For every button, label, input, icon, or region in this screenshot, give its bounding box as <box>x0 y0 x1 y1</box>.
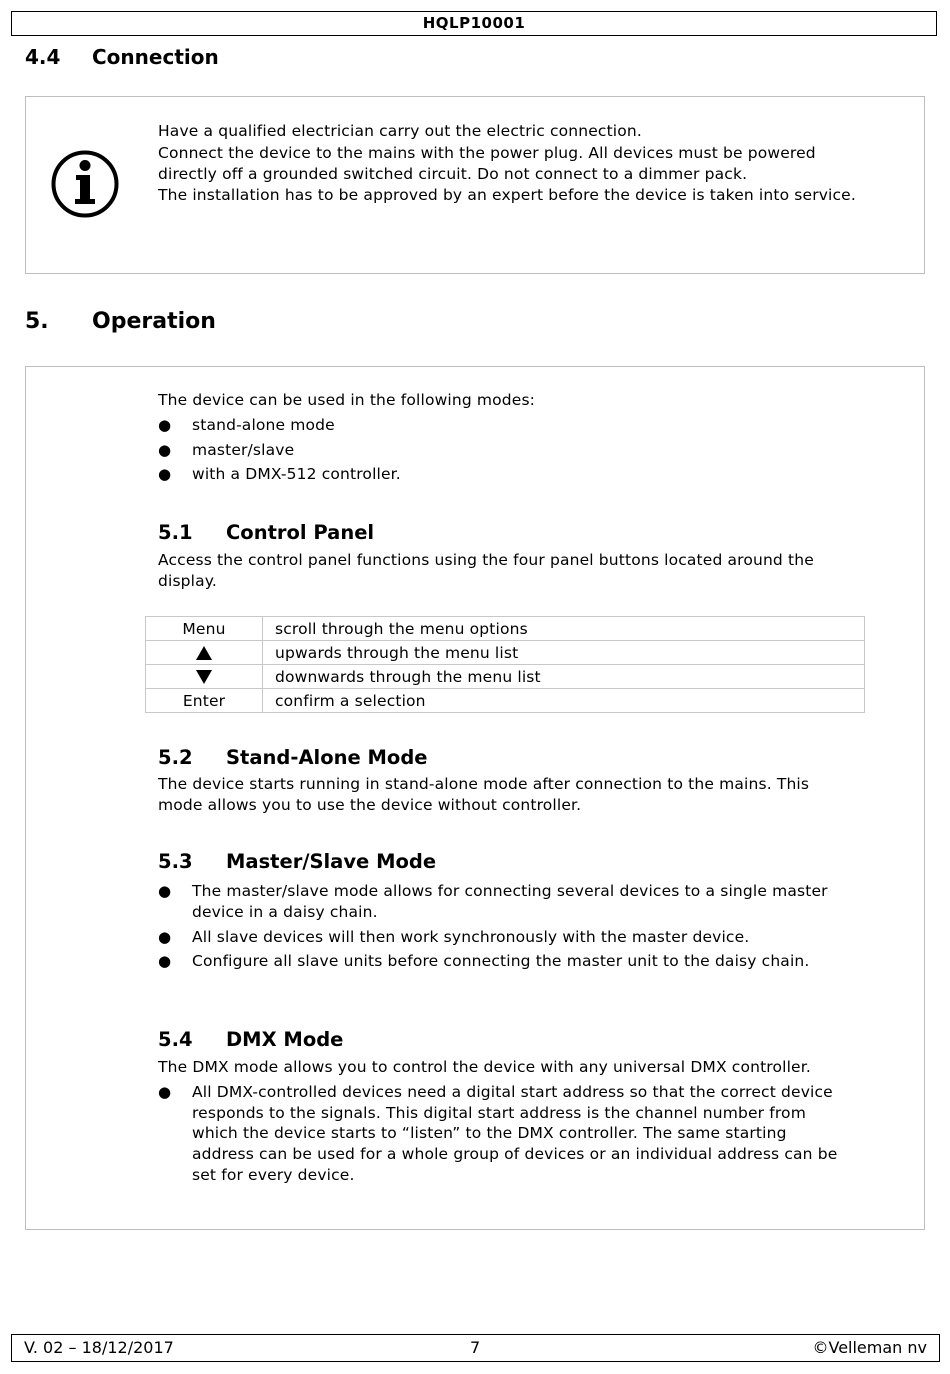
document-id: HQLP10001 <box>422 14 526 32</box>
stand-alone-text: The device starts running in stand-alone mode after connection to the mains. This mode allows you to use the device without controller. <box>158 775 810 814</box>
list-item: ● All slave devices will then work synchronously with the master device. <box>158 927 750 946</box>
bullet-icon: ● <box>158 440 172 459</box>
bullet-icon: ● <box>158 952 172 971</box>
version-date: V. 02 – 18/12/2017 <box>24 1338 174 1357</box>
button-function-cell: confirm a selection <box>263 689 865 713</box>
subsection-number: 5.4 <box>158 1028 193 1051</box>
connection-line: Have a qualified electrician carry out the electric connection. <box>158 122 642 140</box>
button-function-cell: downwards through the menu list <box>263 665 865 689</box>
list-item: ● Configure all slave units before connecting the master unit to the daisy chain. <box>158 952 810 971</box>
bullet-icon: ● <box>158 415 172 434</box>
section-title: Connection <box>92 45 219 69</box>
section-number: 5. <box>25 309 49 334</box>
operation-intro-block <box>158 390 848 489</box>
subsection-number: 5.2 <box>158 746 193 769</box>
down-triangle-icon <box>196 670 212 684</box>
button-name-cell <box>146 665 263 689</box>
document-footer <box>11 1334 940 1362</box>
button-name-cell <box>146 641 263 665</box>
button-function-cell: scroll through the menu options <box>263 617 865 641</box>
bullet-icon: ● <box>158 882 172 900</box>
control-panel-table <box>145 616 865 713</box>
table-row <box>146 689 865 713</box>
list-item: ● The master/slave mode allows for connecting several devices to a single master device in a daisy chain. <box>158 882 828 921</box>
table-row <box>146 665 865 689</box>
section-number: 4.4 <box>25 45 61 69</box>
bullet-icon: ● <box>158 927 172 946</box>
subsection-title: Master/Slave Mode <box>226 850 437 873</box>
page-number: 7 <box>470 1338 481 1357</box>
connection-line: Connect the device to the mains with the power plug. All devices must be powered directly off a grounded switched circuit. Do not connect to a dimmer pack. <box>158 143 816 183</box>
info-icon <box>51 150 119 218</box>
table-row <box>146 641 865 665</box>
up-triangle-icon <box>196 646 212 660</box>
subsection-title: Stand-Alone Mode <box>226 746 428 769</box>
master-slave-list <box>158 881 848 972</box>
bullet-icon: ● <box>158 465 172 484</box>
button-name-cell: Menu <box>146 617 263 641</box>
list-item: ● with a DMX-512 controller. <box>158 465 401 484</box>
button-function-cell: upwards through the menu list <box>263 641 865 665</box>
subsection-number: 5.3 <box>158 850 193 873</box>
dmx-list <box>158 1082 848 1186</box>
subsection-title: Control Panel <box>226 521 375 544</box>
button-name-cell: Enter <box>146 689 263 713</box>
dmx-text: The DMX mode allows you to control the device with any universal DMX controller. <box>158 1058 811 1076</box>
copyright: ©Velleman nv <box>812 1338 927 1357</box>
bullet-icon: ● <box>158 1082 172 1101</box>
mode-list <box>158 415 848 485</box>
table-row <box>146 617 865 641</box>
operation-intro: The device can be used in the following modes: <box>158 391 536 409</box>
list-item: ● All DMX-controlled devices need a digital start address so that the correct device responds to the signals. This digital start address is the channel number from which the device starts to “listen” to the DMX controller. The same starting address can be used for a whole group of devices or an individual address can be set for every device. <box>158 1082 838 1184</box>
control-panel-text: Access the control panel functions using the four panel buttons located around the display. <box>158 551 814 590</box>
dmx-block <box>158 1057 848 1190</box>
connection-line: The installation has to be approved by an expert before the device is taken into service. <box>158 186 856 205</box>
connection-text <box>158 121 858 206</box>
document-header <box>11 11 937 36</box>
subsection-title: DMX Mode <box>226 1028 344 1051</box>
list-item: ● stand-alone mode <box>158 415 335 434</box>
master-slave-block <box>158 881 848 976</box>
section-title: Operation <box>92 309 216 334</box>
subsection-number: 5.1 <box>158 521 193 544</box>
list-item: ● master/slave <box>158 440 295 459</box>
